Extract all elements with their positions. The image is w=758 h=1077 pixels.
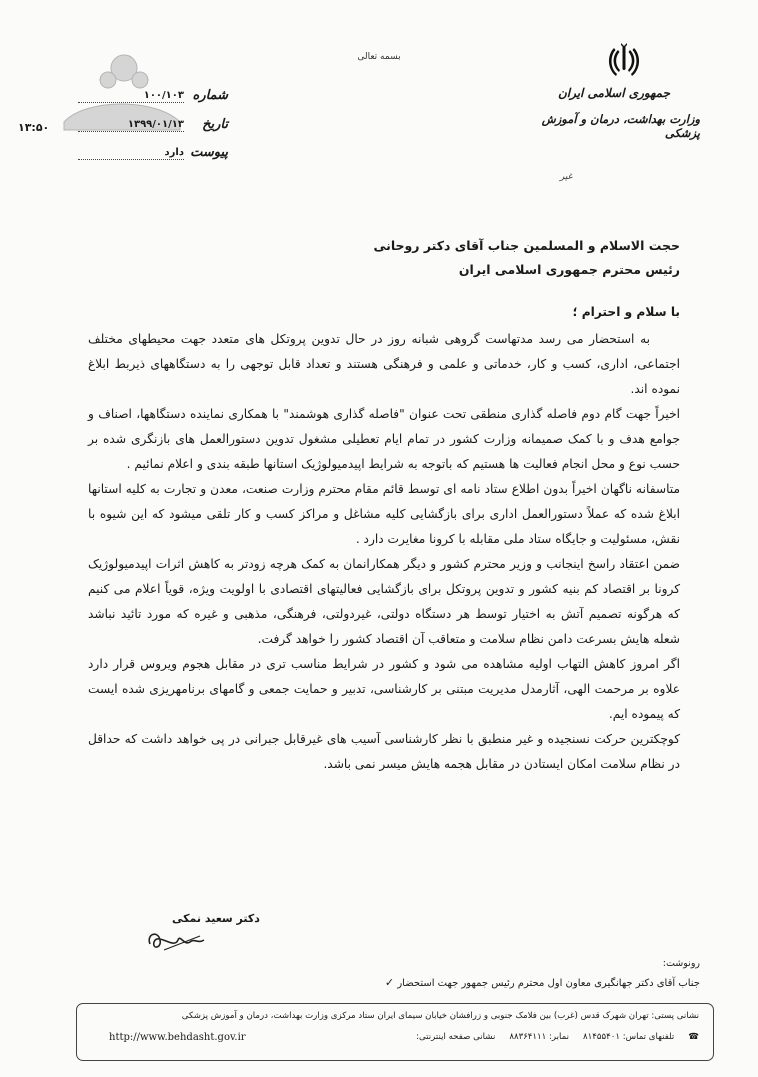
time-value: ۱۳:۵۰ [18, 121, 50, 134]
body-paragraph: کوچکترین حرکت نسنجیده و غیر منطبق با نظر کارشناسی آسیب های غیرقابل جبرانی در پی خواهد داشت که حداقل در نظام سلامت امکان ایستادن در مقابل هجمه هایش میسر نمی باشد. [88, 732, 680, 771]
postal-address: نشانی پستی: تهران شهرک قدس (غرب) بین فلامک جنوبی و زرافشان خیابان سیمای ایران ستاد مرکزی وزارت بهداشت، درمان و آموزش پزشکی [181, 1011, 699, 1021]
website-link[interactable]: http://www.behdasht.gov.ir [109, 1032, 246, 1043]
signatory-name: دکتر سعید نمکی [172, 912, 260, 925]
fax-number: نمابر: ۸۸۳۶۴۱۱۱ [509, 1032, 570, 1042]
recipient-name: حجت الاسلام و المسلمین جناب آقای دکتر روحانی [373, 238, 680, 253]
attachment-dots [78, 159, 184, 160]
date-value: ۱۳۹۹/۰۱/۱۳ [127, 119, 184, 130]
date-dots [78, 131, 184, 132]
contact-info [402, 1032, 699, 1042]
number-dots [78, 102, 184, 103]
attachment-field [18, 145, 228, 167]
number-value: ۱۰۰/۱۰۳ [143, 90, 184, 101]
cc-recipient: جناب آقای دکتر جهانگیری معاون اول محترم رئیس جمهور جهت استحضار [397, 978, 700, 989]
cc-item [381, 976, 700, 989]
date-label: تاریخ [202, 117, 228, 132]
body-paragraph: به استحضار می رسد مدتهاست گروهی شبانه روز در حال تدوین پروتکل های متعدد جهت محیطهای مختلف اجتماعی، اداری، کسب و کار، خدماتی و علمی و فرهنگی هستند و تعداد قابل توجهی را به دستگاههای ذیربط ابلاغ نموده اند. [88, 332, 680, 396]
attachment-label: پیوست [190, 145, 228, 160]
body-paragraph: ضمن اعتقاد راسخ اینجانب و وزیر محترم کشور و دیگر همکارانمان به کمک هرچه زودتر به کاهش اثرات اپیدمیولوژیک کرونا بر اقتصاد کم بنیه کشور و تدوین پروتکل برای بازگشایی فعالیتهای اقتصادی با اولویت ویژه، قویاً اعلام می کنیم که هرگونه تصمیم آتش به اختیار توسط هر دستگاه دولتی، غیردولتی، فرهنگی، مذهبی و غیره که مورد تائید نباشد شعله هایش بسرعت دامن نظام سلامت و متعاقب آن اقتصاد کشور را خواهد گرفت. [88, 557, 680, 646]
classification-mark: غیر [560, 172, 573, 182]
cc-title: رونوشت: [662, 958, 700, 969]
recipient-title: رئیس محترم جمهوری اسلامی ایران [458, 262, 680, 277]
iran-emblem-icon [606, 42, 642, 82]
bismillah: بسمه تعالی [357, 52, 401, 62]
phone-number: تلفنهای تماس: ۸۱۴۵۵۴۰۱ [583, 1032, 675, 1042]
body-paragraph: اخیراً جهت گام دوم فاصله گذاری منطقی تحت عنوان "فاصله گذاری هوشمند" با همکاری نماینده دستگاهها، اصناف و جوامع هدف و با کمک صمیمانه وزارت کشور در تمام ایام تعطیلی مشغول تدوین دستورالعمل های بازنگری شده بر حسب نوع و محل انجام فعالیت ها هستیم که باتوجه به شرایط اپیدمیولوژیک استانها طبقه بندی و اعلام نمائیم . [88, 407, 680, 471]
letter-date-field [18, 117, 228, 139]
letter-body [88, 300, 680, 777]
attachment-value: دارد [164, 147, 184, 158]
ministry-line-1: جمهوری اسلامی ایران [557, 86, 670, 100]
letter-number-field [18, 88, 228, 110]
signature-icon [144, 920, 208, 956]
number-label: شماره [192, 88, 228, 103]
phone-icon: ☎ [688, 1032, 699, 1042]
web-label: نشانی صفحه اینترنتی: [416, 1032, 496, 1042]
ministry-line-2: وزارت بهداشت، درمان و آموزش پزشکی [541, 112, 700, 140]
letter-footer [76, 1003, 714, 1061]
body-paragraph: متاسفانه ناگهان اخیراً بدون اطلاع ستاد نامه ای توسط قائم مقام محترم وزارت صنعت، معدن و تجارت به کلیه استانها ابلاغ شده که عملاً دستورالعمل اداری برای بازگشایی کلیه مشاغل و مراکز کسب و کار تلقی میشود که این شیوه با نقش، مسئولیت و جایگاه ستاد ملی مقابله با کرونا مغایرت دارد . [88, 482, 680, 546]
body-paragraph: اگر امروز کاهش التهاب اولیه مشاهده می شود و کشور در شرایط مناسب تری در مقابل هجوم ویروس قرار دارد علاوه بر مرحمت الهی، آثارمدل مدیریت مبتنی بر کارشناسی، تدبیر و حمایت جمعی و گامهای برنامهریزی شده ایست که پیموده ایم. [88, 657, 680, 721]
check-icon: ✓ [384, 976, 395, 989]
greeting: با سلام و احترام ؛ [572, 305, 680, 319]
